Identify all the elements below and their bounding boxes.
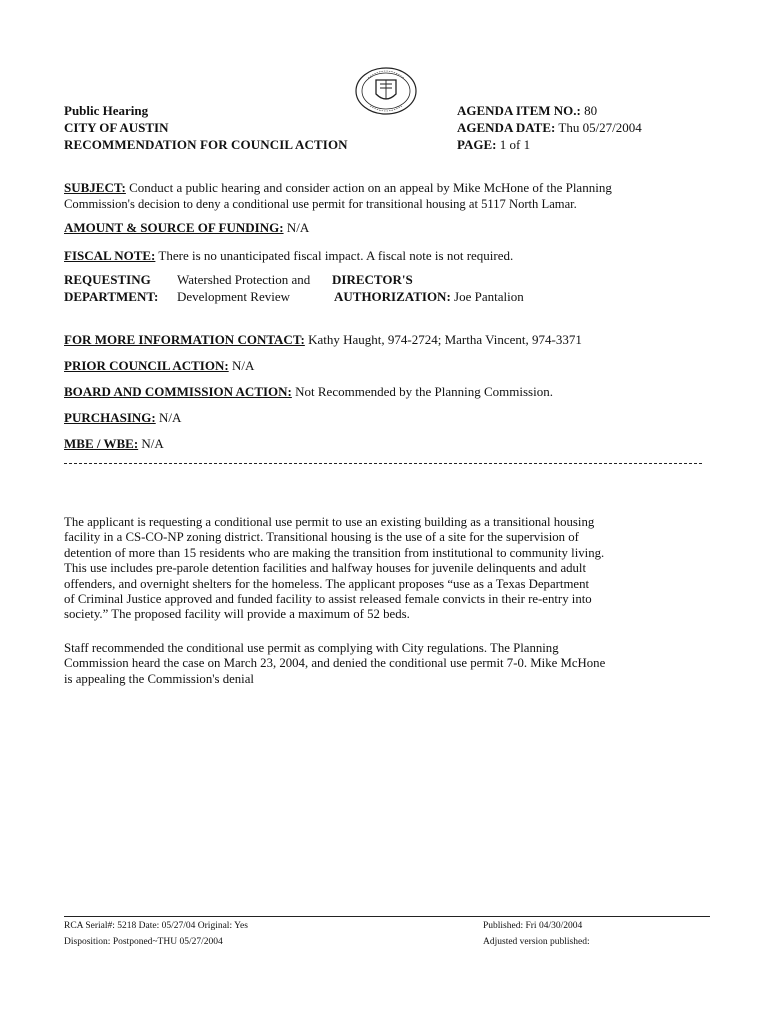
page-label: PAGE: bbox=[457, 137, 497, 152]
fiscal-value: There is no unanticipated fiscal impact. A fiscal note is not required. bbox=[158, 248, 514, 263]
subject-text-1: Conduct a public hearing and consider action on an appeal by Mike McHone of the Planning bbox=[129, 180, 612, 195]
dashed-divider bbox=[64, 463, 702, 466]
purchasing-section bbox=[64, 410, 714, 426]
body-p1-line: detention of more than 15 residents who are making the transition from institutional to community living. bbox=[64, 545, 605, 560]
header-line-1: Public Hearing bbox=[64, 103, 149, 118]
footer-right bbox=[483, 918, 703, 950]
funding-label: AMOUNT & SOURCE OF FUNDING: bbox=[64, 220, 284, 235]
header-line-3: RECOMMENDATION FOR COUNCIL ACTION bbox=[64, 137, 348, 152]
mbe-label: MBE / WBE: bbox=[64, 436, 139, 451]
board-label: BOARD AND COMMISSION ACTION: bbox=[64, 384, 292, 399]
body-p1-line: offenders, and overnight shelters for the homeless. The applicant proposes “use as a Texas Department bbox=[64, 576, 590, 591]
body-p1-line: facility in a CS-CO-NP zoning district. Transitional housing is the use of a site for the supervision of bbox=[64, 530, 579, 545]
directors-label: DIRECTOR'S bbox=[332, 272, 413, 287]
footer-serial: RCA Serial#: 5218 Date: 05/27/04 Original: Yes bbox=[64, 921, 248, 931]
department-label: DEPARTMENT: bbox=[64, 289, 159, 304]
authorization-value: Joe Pantalion bbox=[454, 289, 524, 304]
footer-rule bbox=[64, 916, 710, 917]
contact-value: Kathy Haught, 974-2724; Martha Vincent, 974-3371 bbox=[308, 332, 582, 347]
footer-disposition: Disposition: Postponed~THU 05/27/2004 bbox=[64, 937, 223, 947]
header-right bbox=[457, 102, 717, 153]
purchasing-label: PURCHASING: bbox=[64, 410, 156, 425]
page-row bbox=[457, 136, 717, 153]
body-p1-line: This use includes pre-parole detention facilities and halfway houses for juvenile delinquents and adult bbox=[64, 561, 587, 576]
body-p1-line: The applicant is requesting a conditional use permit to use an existing building as a transitional housing bbox=[64, 515, 595, 529]
footer-published: Published: Fri 04/30/2004 bbox=[483, 921, 583, 931]
header-left bbox=[64, 102, 424, 153]
fiscal-label: FISCAL NOTE: bbox=[64, 248, 156, 263]
board-value: Not Recommended by the Planning Commission. bbox=[295, 384, 553, 399]
department-line-2: Development Review bbox=[177, 289, 290, 304]
agenda-item-value: 80 bbox=[584, 103, 598, 118]
mbe-value: N/A bbox=[141, 436, 164, 451]
funding-value: N/A bbox=[286, 220, 310, 235]
subject-section bbox=[64, 180, 714, 212]
footer-left bbox=[64, 918, 444, 950]
body-paragraph-1 bbox=[64, 515, 709, 623]
footer-adjusted: Adjusted version published: bbox=[483, 937, 590, 947]
prior-section bbox=[64, 358, 714, 374]
header-line-2: CITY OF AUSTIN bbox=[64, 120, 169, 135]
body-p2-line: Staff recommended the conditional use permit as complying with City regulations. The Planning bbox=[64, 641, 559, 655]
agenda-date-value: Thu 05/27/2004 bbox=[558, 120, 642, 135]
subject-text-2: Commission's decision to deny a conditional use permit for transitional housing at 5117 North Lamar. bbox=[64, 197, 577, 211]
prior-label: PRIOR COUNCIL ACTION: bbox=[64, 358, 229, 373]
body-p2-line: Commission heard the case on March 23, 2004, and denied the conditional use permit 7-0. Mike McHone bbox=[64, 656, 606, 671]
department-line-1: Watershed Protection and bbox=[177, 272, 311, 287]
subject-label: SUBJECT: bbox=[64, 180, 126, 195]
agenda-date-row bbox=[457, 119, 717, 136]
subject-line-1 bbox=[64, 180, 714, 196]
body-paragraph-2 bbox=[64, 641, 709, 687]
contact-section bbox=[64, 332, 714, 348]
purchasing-value: N/A bbox=[158, 410, 182, 425]
agenda-item-row bbox=[457, 102, 717, 119]
contact-label: FOR MORE INFORMATION CONTACT: bbox=[64, 332, 305, 347]
prior-value: N/A bbox=[231, 358, 255, 373]
fiscal-section bbox=[64, 248, 714, 264]
board-section bbox=[64, 384, 714, 400]
authorization-label: AUTHORIZATION: bbox=[334, 289, 451, 304]
body-p1-line: society.” The proposed facility will provide a maximum of 52 beds. bbox=[64, 607, 410, 622]
agenda-item-label: AGENDA ITEM NO.: bbox=[457, 103, 581, 118]
page-value: 1 of 1 bbox=[499, 137, 531, 152]
funding-section bbox=[64, 220, 714, 236]
body-p1-line: of Criminal Justice approved and funded facility to assist released female convicts in their re-entry into bbox=[64, 592, 592, 607]
agenda-date-label: AGENDA DATE: bbox=[457, 120, 556, 135]
requesting-label: REQUESTING bbox=[64, 272, 151, 287]
mbe-section bbox=[64, 436, 714, 452]
body-p2-line: is appealing the Commission's denial bbox=[64, 671, 254, 686]
